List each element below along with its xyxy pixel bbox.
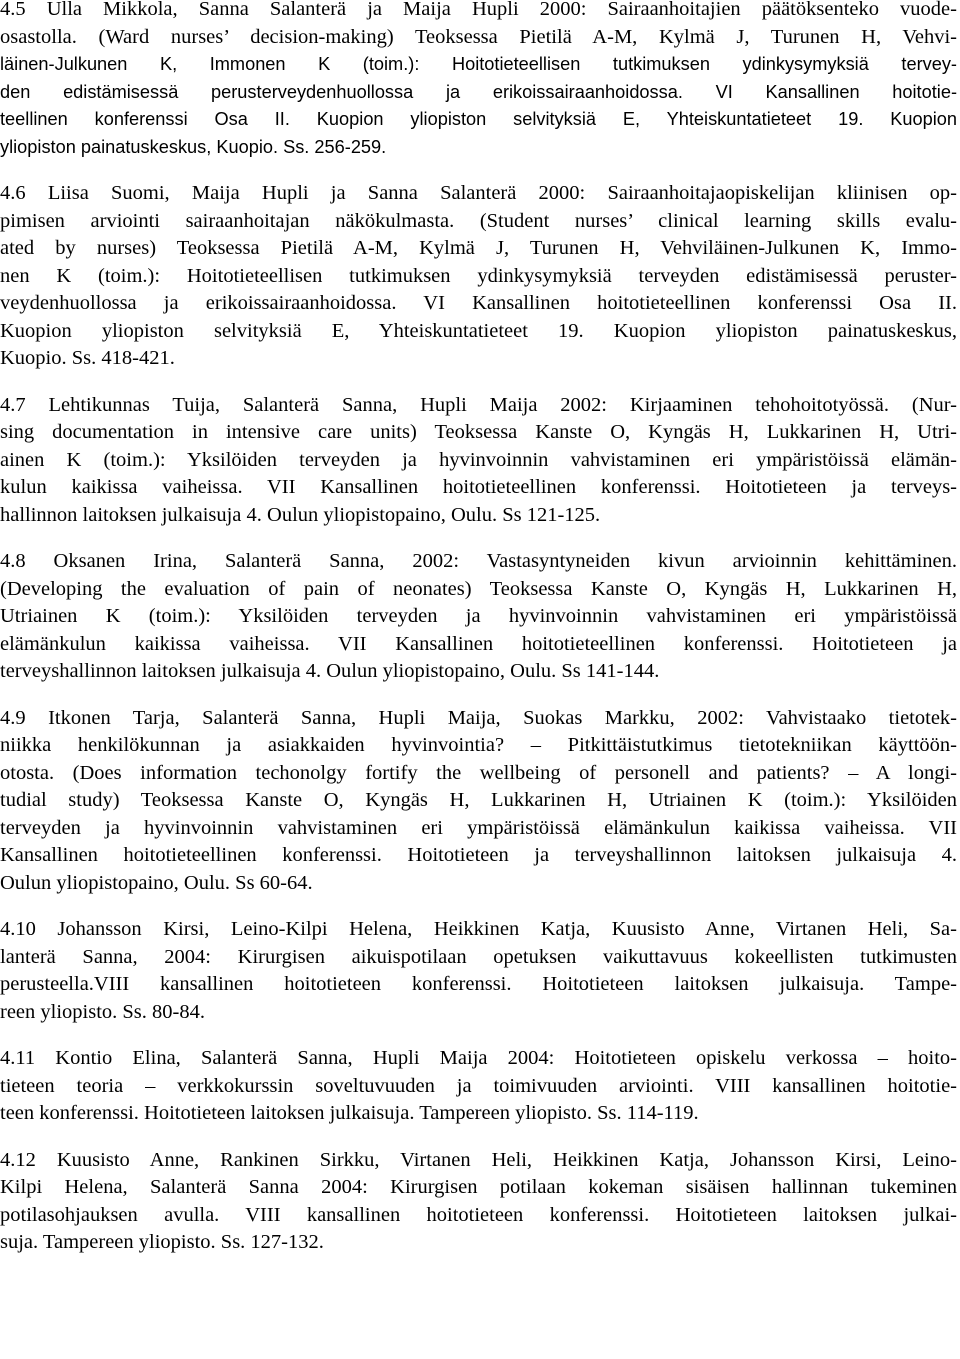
reference-line: elämänkulun kaikissa vaiheissa. VII Kansallinen hoitotieteellinen konferenssi. Hoitotieteen ja — [0, 632, 957, 655]
reference-line: Utriainen K (toim.): Yksilöiden terveyden ja hyvinvoinnin vahvistaminen eri ympäristöissä — [0, 605, 957, 627]
reference-line: reen yliopisto. Ss. 80-84. — [0, 1000, 205, 1023]
reference-line: hallinnon laitoksen julkaisuja 4. Oulun yliopistopaino, Oulu. Ss 121-125. — [0, 503, 601, 526]
reference-line: terveyshallinnon laitoksen julkaisuja 4. Oulun yliopistopaino, Oulu. Ss 141-144. — [0, 660, 660, 682]
reference-line: Kansallinen hoitotieteellinen konferenssi. Hoitotieteen ja terveyshallinnon laitoksen julkaisuja 4. — [0, 844, 957, 866]
reference-entry-4-5 — [0, 0, 957, 161]
reference-line: tieteen teoria – verkkokurssin soveltuvuuden ja toimivuuden arviointi. VIII kansallinen hoitotie- — [0, 1074, 957, 1097]
reference-entry-4-12 — [0, 1147, 957, 1257]
reference-line: Kuopio. Ss. 418-421. — [0, 347, 175, 369]
reference-line: teellinen konferenssi Osa II. Kuopion yliopiston selvityksiä E, Yhteiskuntatieteet 19. Kuopion — [0, 109, 957, 129]
reference-line: 4.9 Itkonen Tarja, Salanterä Sanna, Hupli Maija, Suokas Markku, 2002: Vahvistaako tietotek- — [0, 706, 957, 729]
reference-line: nen K (toim.): Hoitotieteellisen tutkimuksen ydinkysymyksiä terveyden edistämisessä peruster- — [0, 264, 957, 287]
reference-line: tudial study) Teoksessa Kanste O, Kyngäs H, Lukkarinen H, Utriainen K (toim.): Yksilöiden — [0, 789, 957, 811]
reference-line: Kuopion yliopiston selvityksiä E, Yhteiskuntatieteet 19. Kuopion yliopiston painatuskeskus, — [0, 319, 957, 342]
reference-line: suja. Tampereen yliopisto. Ss. 127-132. — [0, 1231, 324, 1253]
reference-line: perusteella.VIII kansallinen hoitotieteen konferenssi. Hoitotieteen laitoksen julkaisuja. Tampe- — [0, 973, 957, 995]
reference-entry-4-6 — [0, 180, 957, 373]
reference-line: 4.5 Ulla Mikkola, Sanna Salanterä ja Maija Hupli 2000: Sairaanhoitajien päätöksenteko vuode- — [0, 0, 957, 20]
reference-line: potilasohjauksen avulla. VIII kansallinen hoitotieteen konferenssi. Hoitotieteen laitoksen julkai- — [0, 1203, 957, 1226]
reference-line: yliopiston painatuskeskus, Kuopio. Ss. 256-259. — [0, 136, 387, 157]
reference-entry-4-10 — [0, 916, 957, 1026]
reference-entry-4-8 — [0, 548, 957, 686]
reference-line: 4.11 Kontio Elina, Salanterä Sanna, Hupli Maija 2004: Hoitotieteen opiskelu verkossa – hoito- — [0, 1047, 957, 1069]
reference-line: ated by nurses) Teoksessa Pietilä A-M, Kylmä J, Turunen H, Vehviläinen-Julkunen K, Immo- — [0, 237, 957, 259]
reference-entry-4-7 — [0, 392, 957, 530]
reference-line: sing documentation in intensive care units) Teoksessa Kanste O, Kyngäs H, Lukkarinen H, Utri- — [0, 421, 957, 443]
reference-line: ainen K (toim.): Yksilöiden terveyden ja hyvinvoinnin vahvistaminen eri ympäristöissä elämän- — [0, 448, 957, 471]
reference-line: den edistämisessä perusterveydenhuollossa ja erikoissairaanhoidossa. VI Kansallinen hoitotie- — [0, 81, 957, 102]
reference-line: (Developing the evaluation of pain of neonates) Teoksessa Kanste O, Kyngäs H, Lukkarinen H, — [0, 577, 957, 600]
reference-line: Kilpi Helena, Salanterä Sanna 2004: Kirurgisen potilaan kokeman sisäisen hallinnan tukeminen — [0, 1176, 957, 1198]
reference-line: teen konferenssi. Hoitotieteen laitoksen julkaisuja. Tampereen yliopisto. Ss. 114-119. — [0, 1102, 699, 1124]
reference-line: Oulun yliopistopaino, Oulu. Ss 60-64. — [0, 871, 313, 894]
reference-entry-4-9 — [0, 705, 957, 898]
reference-line: terveyden ja hyvinvoinnin vahvistaminen eri ympäristöissä elämänkulun kaikissa vaiheissa. VII — [0, 816, 957, 839]
reference-line: 4.12 Kuusisto Anne, Rankinen Sirkku, Virtanen Heli, Heikkinen Katja, Johansson Kirsi, Leino- — [0, 1148, 957, 1171]
reference-line: läinen-Julkunen K, Immonen K (toim.): Hoitotieteellisen tutkimuksen ydinkysymyksiä tervey- — [0, 54, 957, 74]
reference-entry-4-11 — [0, 1045, 957, 1128]
reference-line: pimisen arviointi sairaanhoitajan näkökulmasta. (Student nurses’ clinical learning skills evalu- — [0, 209, 957, 232]
reference-line: 4.10 Johansson Kirsi, Leino-Kilpi Helena, Heikkinen Katja, Kuusisto Anne, Virtanen Heli, Sa- — [0, 918, 957, 940]
reference-line: otosta. (Does information techonolgy fortify the wellbeing of personell and patients? – A longi- — [0, 761, 957, 784]
reference-line: 4.8 Oksanen Irina, Salanterä Sanna, 2002: Vastasyntyneiden kivun arvioinnin kehittäminen. — [0, 550, 957, 572]
reference-line: lanterä Sanna, 2004: Kirurgisen aikuispotilaan opetuksen vaikuttavuus kokeellisten tutkimusten — [0, 945, 957, 968]
reference-line: 4.6 Liisa Suomi, Maija Hupli ja Sanna Salanterä 2000: Sairaanhoitajaopiskelijan kliinisen op- — [0, 182, 957, 204]
reference-line: 4.7 Lehtikunnas Tuija, Salanterä Sanna, Hupli Maija 2002: Kirjaaminen tehohoitotyössä. (Nur- — [0, 393, 957, 416]
reference-line: osastolla. (Ward nurses’ decision-making) Teoksessa Pietilä A-M, Kylmä J, Turunen H, Vehvi- — [0, 25, 957, 48]
reference-line: niikka henkilökunnan ja asiakkaiden hyvinvointia? – Pitkittäistutkimus tietotekniikan käyttöön- — [0, 734, 957, 756]
reference-line: kulun kaikissa vaiheissa. VII Kansallinen hoitotieteellinen konferenssi. Hoitotieteen ja terveys- — [0, 476, 957, 498]
reference-line: veydenhuollossa ja erikoissairaanhoidossa. VI Kansallinen hoitotieteellinen konferenssi Osa II. — [0, 292, 957, 314]
